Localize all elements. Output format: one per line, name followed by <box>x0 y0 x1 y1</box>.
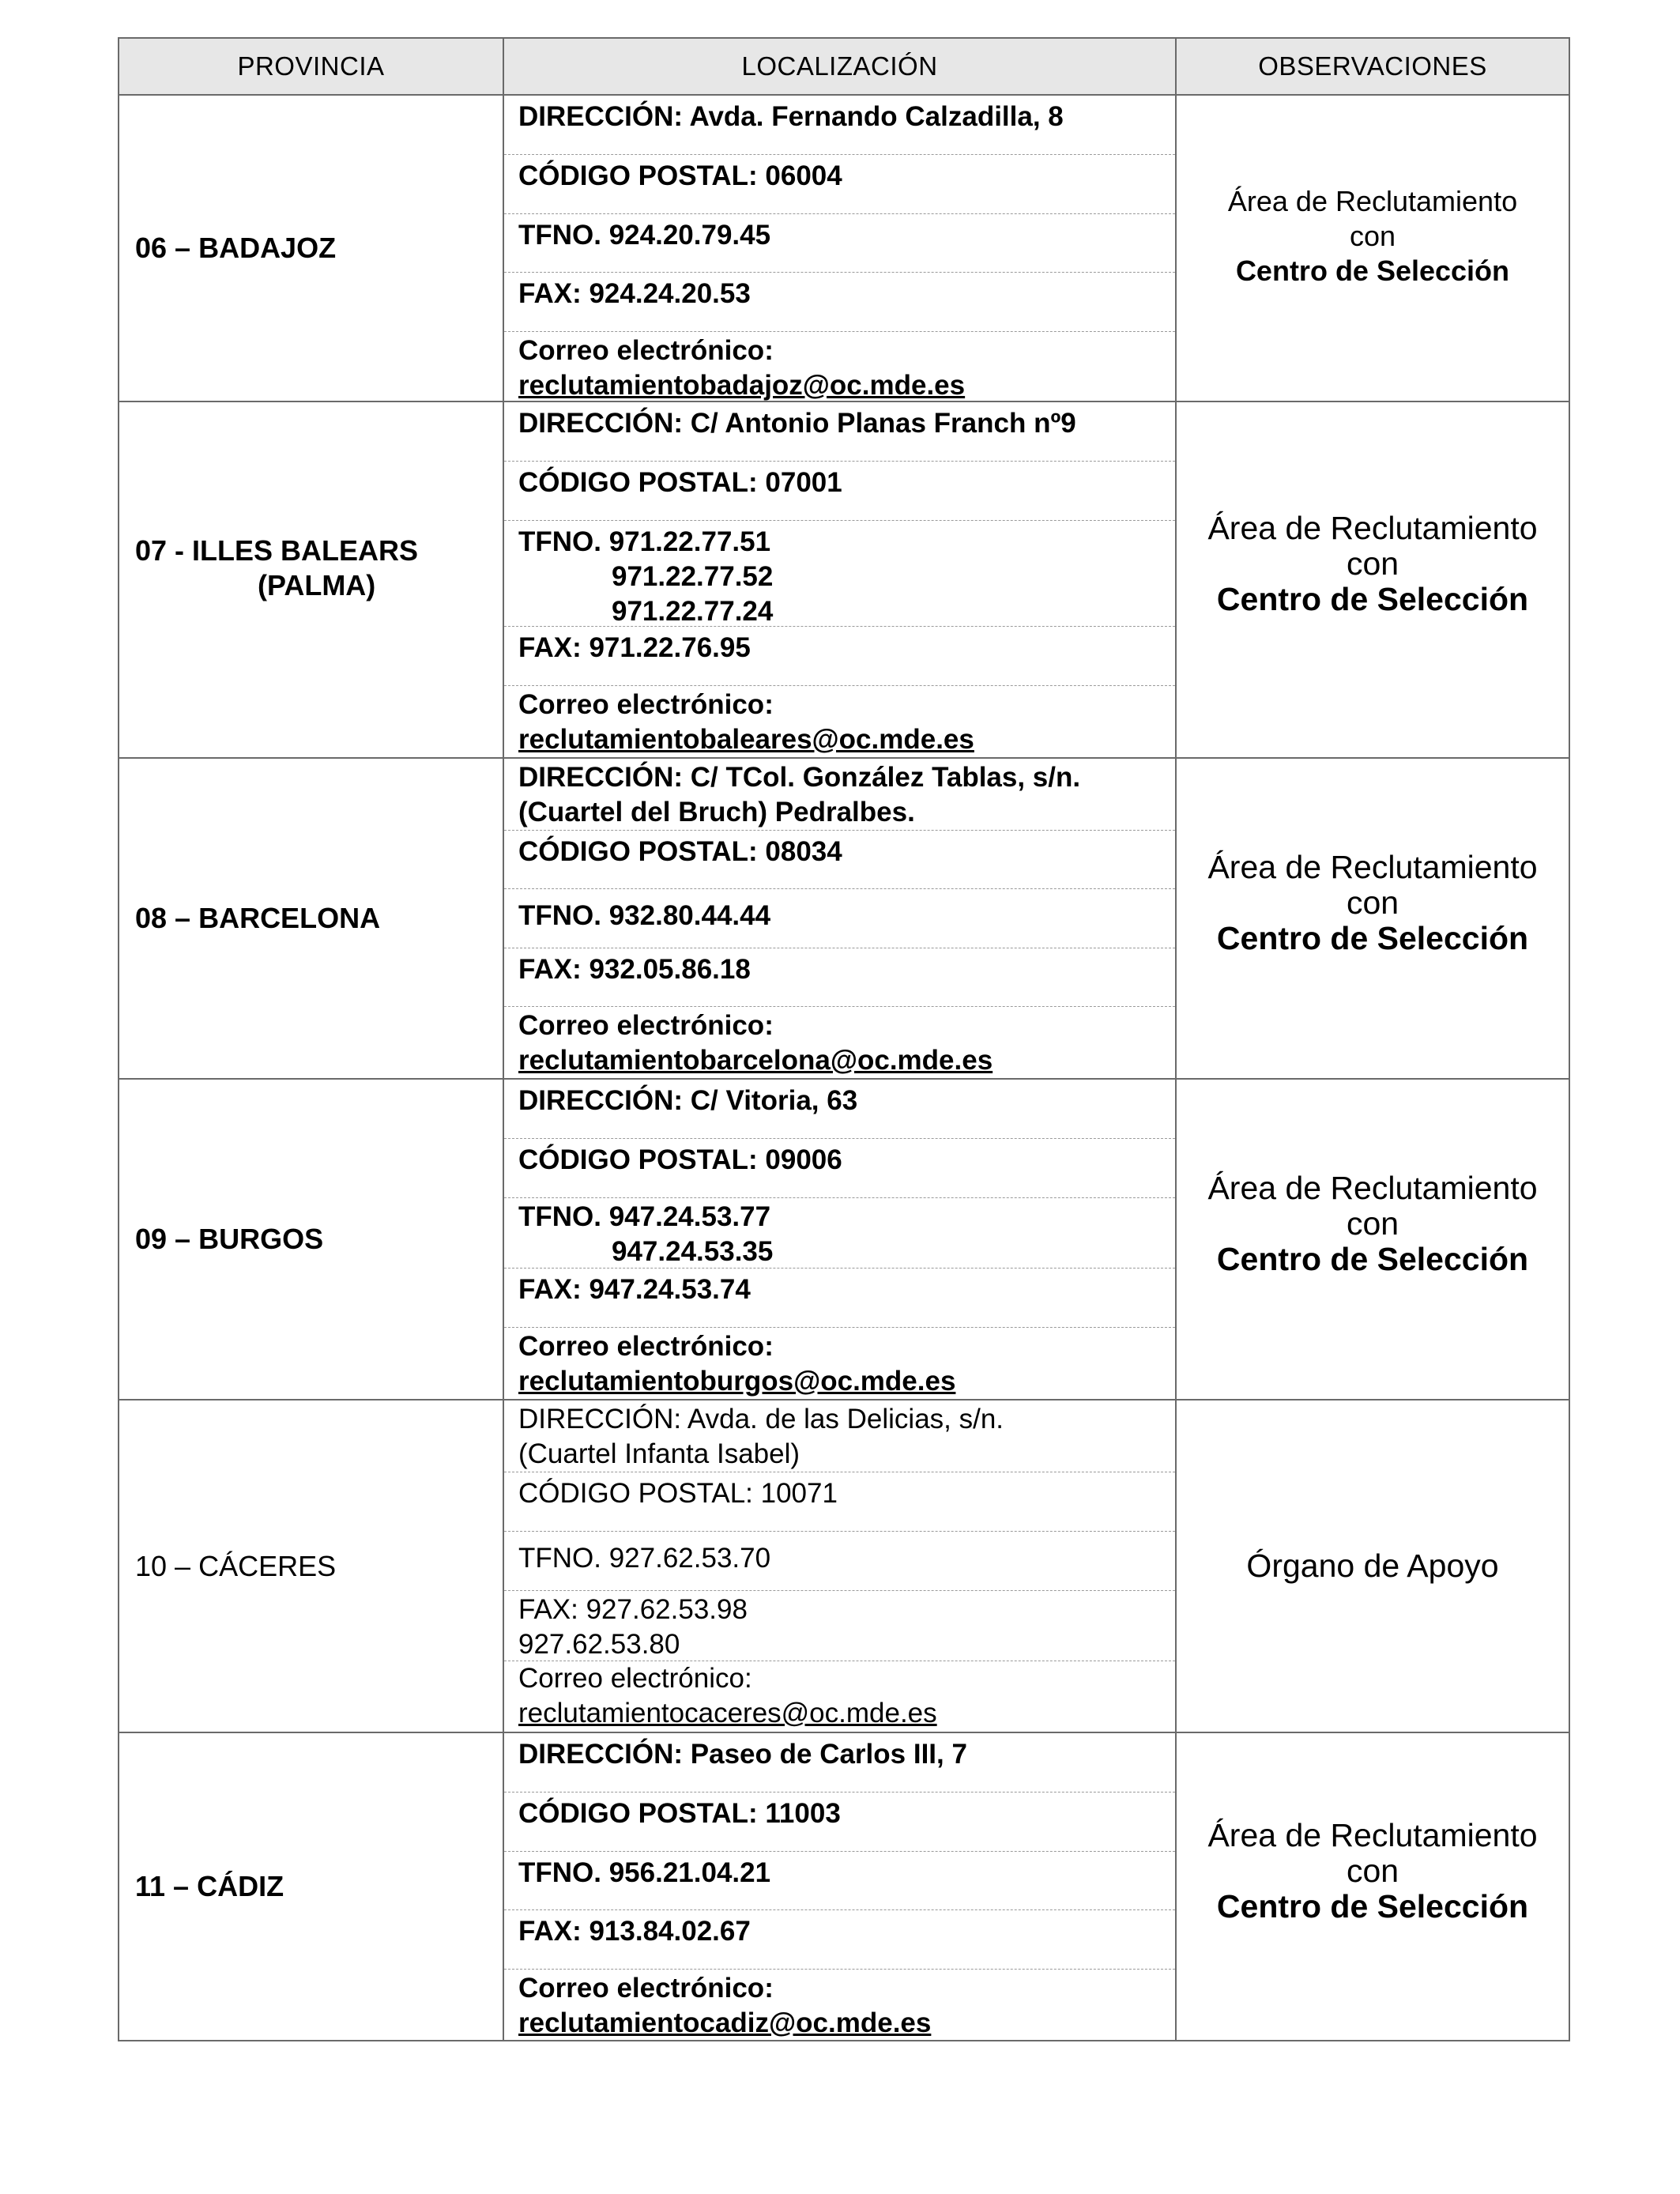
observations-cell <box>1176 401 1569 758</box>
address-line: DIRECCIÓN: C/ Antonio Planas Franch nº9 <box>518 408 1076 439</box>
email-link[interactable]: reclutamientocaceres@oc.mde.es <box>518 1698 937 1728</box>
obs-line-2: con <box>1346 1852 1399 1889</box>
phone: TFNO. 956.21.04.21 <box>504 1851 1175 1909</box>
obs-line-3: Centro de Selección <box>1235 254 1510 287</box>
table-row <box>119 1400 1569 1732</box>
phone: TFNO. 971.22.77.51 <box>518 526 771 557</box>
province-cell: 06 – BADAJOZ <box>119 95 503 401</box>
fax: FAX: 913.84.02.67 <box>504 1909 1175 1969</box>
obs-line-3: Centro de Selección <box>1216 1887 1529 1924</box>
phone-2: 947.24.53.35 <box>612 1236 774 1267</box>
address-line-2: (Cuartel del Bruch) Pedralbes. <box>518 797 915 827</box>
offices-table <box>118 37 1570 2041</box>
fax: FAX: 932.05.86.18 <box>504 948 1175 1006</box>
address-line: DIRECCIÓN: C/ TCol. González Tablas, s/n. <box>518 762 1081 793</box>
observations-cell <box>1176 1079 1569 1400</box>
postal-code: CÓDIGO POSTAL: 08034 <box>504 830 1175 888</box>
address-block <box>504 759 1175 830</box>
obs-line-3: Centro de Selección <box>1216 581 1529 617</box>
address-line: DIRECCIÓN: C/ Vitoria, 63 <box>518 1085 858 1116</box>
location-cell <box>503 758 1176 1079</box>
header-provincia: PROVINCIA <box>119 38 503 95</box>
province-cell <box>119 401 503 758</box>
phone-2: 971.22.77.52 <box>612 561 774 592</box>
phone: TFNO. 947.24.53.77 <box>518 1201 771 1232</box>
fax: FAX: 971.22.76.95 <box>504 626 1175 685</box>
province-cell: 09 – BURGOS <box>119 1079 503 1400</box>
province-cell: 08 – BARCELONA <box>119 758 503 1079</box>
email-block <box>504 1006 1175 1078</box>
email-block <box>504 331 1175 401</box>
postal-code: CÓDIGO POSTAL: 09006 <box>504 1138 1175 1197</box>
province-city: (PALMA) <box>258 568 376 601</box>
fax: FAX: 947.24.53.74 <box>504 1268 1175 1327</box>
address-line: DIRECCIÓN: Avda. de las Delicias, s/n. <box>518 1404 1004 1434</box>
obs-line-1: Área de Reclutamiento <box>1207 848 1538 885</box>
province-cell: 11 – CÁDIZ <box>119 1732 503 2041</box>
obs-line-1: Área de Reclutamiento <box>1207 510 1538 546</box>
fax: FAX: 924.24.20.53 <box>504 272 1175 331</box>
table-row <box>119 401 1569 758</box>
address-block <box>504 1400 1175 1472</box>
header-observaciones: OBSERVACIONES <box>1176 38 1569 95</box>
email-link[interactable]: reclutamientocadiz@oc.mde.es <box>518 2007 932 2038</box>
email-link[interactable]: reclutamientobadajoz@oc.mde.es <box>518 370 966 401</box>
postal-code: CÓDIGO POSTAL: 11003 <box>504 1792 1175 1851</box>
email-block <box>504 1661 1175 1732</box>
location-cell <box>503 1732 1176 2041</box>
obs-line-2: con <box>1346 1204 1399 1242</box>
obs-line-3: Centro de Selección <box>1216 919 1529 956</box>
email-label: Correo electrónico: <box>518 1663 752 1694</box>
phone: TFNO. 927.62.53.70 <box>504 1531 1175 1590</box>
obs-line-2: con <box>1346 884 1399 921</box>
obs-line-1: Área de Reclutamiento <box>1207 1169 1538 1206</box>
obs-line-1: Área de Reclutamiento <box>1207 1816 1538 1853</box>
email-link[interactable]: reclutamientobaleares@oc.mde.es <box>518 724 974 755</box>
table-row <box>119 1079 1569 1400</box>
obs-line-1: Área de Reclutamiento <box>1227 185 1518 217</box>
obs-line-2: con <box>1349 220 1396 252</box>
phone-block <box>504 1197 1175 1268</box>
phone-block <box>504 520 1175 626</box>
postal-code: CÓDIGO POSTAL: 10071 <box>504 1472 1175 1531</box>
email-block <box>504 1969 1175 2040</box>
table-row <box>119 758 1569 1079</box>
observations-cell <box>1176 1732 1569 2041</box>
phone: TFNO. 932.80.44.44 <box>504 888 1175 948</box>
phone: TFNO. 924.20.79.45 <box>504 213 1175 272</box>
observations-cell <box>1176 95 1569 401</box>
location-cell <box>503 1400 1176 1732</box>
email-label: Correo electrónico: <box>518 689 774 720</box>
fax-block <box>504 1590 1175 1661</box>
obs-line-2: con <box>1346 545 1399 582</box>
table-row <box>119 95 1569 401</box>
location-cell <box>503 95 1176 401</box>
header-localizacion: LOCALIZACIÓN <box>503 38 1176 95</box>
email-link[interactable]: reclutamientobarcelona@oc.mde.es <box>518 1045 993 1076</box>
email-label: Correo electrónico: <box>518 1973 774 2004</box>
location-cell <box>503 401 1176 758</box>
observations-cell <box>1176 1400 1569 1732</box>
email-link[interactable]: reclutamientoburgos@oc.mde.es <box>518 1366 956 1397</box>
phone-3: 971.22.77.24 <box>612 596 774 627</box>
email-label: Correo electrónico: <box>518 1010 774 1041</box>
location-cell <box>503 1079 1176 1400</box>
email-block <box>504 1327 1175 1399</box>
address-line: DIRECCIÓN: Avda. Fernando Calzadilla, 8 <box>518 101 1064 132</box>
email-label: Correo electrónico: <box>518 335 774 366</box>
address-line: DIRECCIÓN: Paseo de Carlos III, 7 <box>518 1739 967 1770</box>
email-block <box>504 685 1175 756</box>
fax-2: 927.62.53.80 <box>518 1629 680 1660</box>
observations-cell <box>1176 758 1569 1079</box>
postal-code: CÓDIGO POSTAL: 07001 <box>504 461 1175 520</box>
obs-line-1: Órgano de Apoyo <box>1246 1547 1499 1584</box>
province-cell: 10 – CÁCERES <box>119 1400 503 1732</box>
email-label: Correo electrónico: <box>518 1331 774 1362</box>
obs-line-3: Centro de Selección <box>1216 1240 1529 1277</box>
header-row <box>119 38 1569 95</box>
fax: FAX: 927.62.53.98 <box>518 1594 748 1625</box>
province-name: 07 - ILLES BALEARS <box>135 533 419 567</box>
postal-code: CÓDIGO POSTAL: 06004 <box>504 154 1175 213</box>
address-line-2: (Cuartel Infanta Isabel) <box>518 1438 800 1469</box>
table-row <box>119 1732 1569 2041</box>
